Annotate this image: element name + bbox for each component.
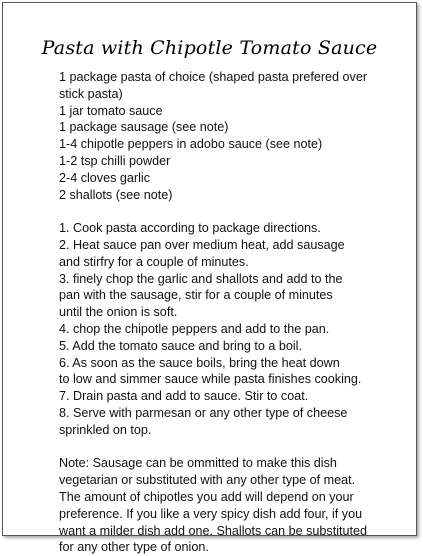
section-gap (59, 203, 359, 220)
recipe-page (2, 2, 417, 555)
step-line: 8. Serve with parmesan or any other type of cheese (59, 405, 348, 420)
ingredient-line: 1 package pasta of choice (shaped pasta prefered over (59, 70, 368, 84)
ingredient-line: 1 jar tomato sauce (59, 103, 163, 118)
step-line: sprinkled on top. (59, 422, 152, 437)
recipe-note (59, 455, 368, 556)
step-line: 7. Drain pasta and add to sauce. Stir to coat. (59, 389, 309, 404)
note-line: for any other type of onion. (59, 540, 209, 555)
step-line: until the onion is soft. (59, 305, 178, 320)
recipe-title: Pasta with Chipotle Tomato Sauce (41, 37, 378, 59)
note-line: Note: Sausage can be ommitted to make this dish (59, 456, 337, 471)
step-line: pan with the sausage, stir for a couple of minutes (59, 288, 333, 303)
step-line: 2. Heat sauce pan over medium heat, add sausage (59, 237, 345, 252)
ingredient-line: 1-4 chipotle peppers in adobo sauce (see note) (59, 137, 323, 152)
step-line: 5. Add the tomato sauce and bring to a boil. (59, 338, 302, 353)
step-line: 1. Cook pasta according to package directions. (59, 221, 321, 236)
note-line: The amount of chipotles you add will depend on your (59, 489, 354, 504)
ingredient-line: 2-4 cloves garlic (59, 170, 150, 185)
note-line: want a milder dish add one. Shallots can be substituted (59, 523, 368, 538)
step-line: and stirfry for a couple of minutes. (59, 254, 249, 269)
section-gap (59, 439, 359, 456)
ingredient-line: stick pasta) (59, 86, 123, 101)
ingredient-line: 2 shallots (see note) (59, 187, 173, 202)
note-line: preference. If you like a very spicy dish add four, if you (59, 506, 363, 521)
ingredients-list (59, 69, 368, 203)
ingredient-line: 1 package sausage (see note) (59, 120, 229, 135)
note-line: vegetarian or substituted with any other type of meat. (59, 473, 356, 488)
step-line: 6. As soon as the sauce boils, bring the heat down (59, 355, 340, 370)
step-line: to low and simmer sauce while pasta finishes cooking. (59, 372, 362, 387)
step-line: 3. finely chop the garlic and shallots and add to the (59, 271, 343, 286)
ingredient-line: 1-2 tsp chilli powder (59, 153, 171, 168)
step-line: 4. chop the chipotle peppers and add to the pan. (59, 321, 330, 336)
steps-list (59, 220, 362, 438)
recipe-body (59, 69, 368, 556)
